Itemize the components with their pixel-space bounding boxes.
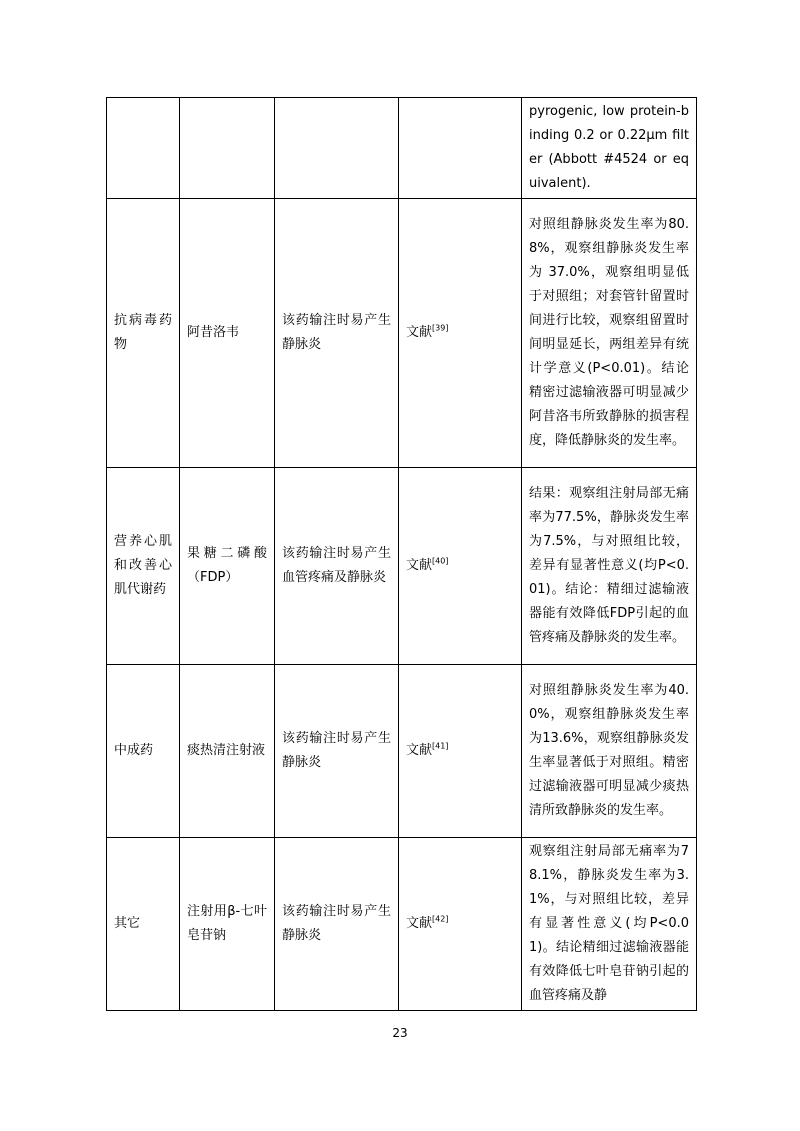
reference-number: [41] (432, 741, 449, 751)
reference-text: 文献 (406, 916, 433, 931)
reference-cell (399, 468, 522, 665)
category-cell: 营养心肌和改善心肌代谢药 (107, 468, 180, 665)
drug-cell: 注射用β-七叶皂苷钠 (180, 838, 275, 1011)
reference-number: [40] (432, 556, 449, 566)
reference-cell (399, 98, 522, 199)
category-cell: 中成药 (107, 665, 180, 838)
result-cell: 对照组静脉炎发生率为80.8%，观察组静脉炎发生率为 37.0%，观察组明显低于对照组；对套管针留置时间进行比较，观察组留置时间明显延长，两组差异有统计学意义(P<0.01)。结论精密过滤输液器可明显减少阿昔洛韦所致静脉的损害程度，降低静脉炎的发生率。 (522, 199, 697, 468)
category-cell: 抗病毒药物 (107, 199, 180, 468)
table-row (107, 468, 697, 665)
page-number: 23 (392, 1026, 408, 1040)
reference-text: 文献 (406, 558, 433, 573)
drug-cell (180, 98, 275, 199)
reference-text: 文献 (406, 743, 433, 758)
drug-cell: 阿昔洛韦 (180, 199, 275, 468)
drug-cell: 痰热清注射液 (180, 665, 275, 838)
description-cell: 该药输注时易产生血管疼痛及静脉炎 (275, 468, 399, 665)
table-row (107, 199, 697, 468)
category-cell (107, 98, 180, 199)
result-cell: pyrogenic, low protein-binding 0.2 or 0.22μm filter (Abbott #4524 or equivalent). (522, 98, 697, 199)
description-cell: 该药输注时易产生静脉炎 (275, 199, 399, 468)
result-cell: 对照组静脉炎发生率为40.0%，观察组静脉炎发生率为13.6%，观察组静脉炎发生率显著低于对照组。精密过滤输液器可明显减少痰热清所致静脉炎的发生率。 (522, 665, 697, 838)
reference-cell (399, 838, 522, 1011)
reference-number: [39] (432, 323, 449, 333)
description-cell: 该药输注时易产生静脉炎 (275, 838, 399, 1011)
reference-cell (399, 665, 522, 838)
result-cell: 观察组注射局部无痛率为78.1%，静脉炎发生率为3.1%，与对照组比较，差异有显著性意义(均P<0.01)。结论精细过滤输液器能有效降低七叶皂苷钠引起的血管疼痛及静 (522, 838, 697, 1011)
description-cell: 该药输注时易产生静脉炎 (275, 665, 399, 838)
drug-filter-table (106, 97, 697, 1011)
table-row (107, 98, 697, 199)
reference-text: 文献 (406, 325, 433, 340)
reference-number: [42] (432, 914, 449, 924)
table-row (107, 838, 697, 1011)
drug-cell: 果糖二磷酸（FDP） (180, 468, 275, 665)
result-cell: 结果：观察组注射局部无痛率为77.5%，静脉炎发生率为7.5%，与对照组比较，差异有显著性意义(均P<0.01)。结论：精细过滤输液器能有效降低FDP引起的血管疼痛及静脉炎的发生率。 (522, 468, 697, 665)
category-cell: 其它 (107, 838, 180, 1011)
description-cell (275, 98, 399, 199)
reference-cell (399, 199, 522, 468)
table-row (107, 665, 697, 838)
